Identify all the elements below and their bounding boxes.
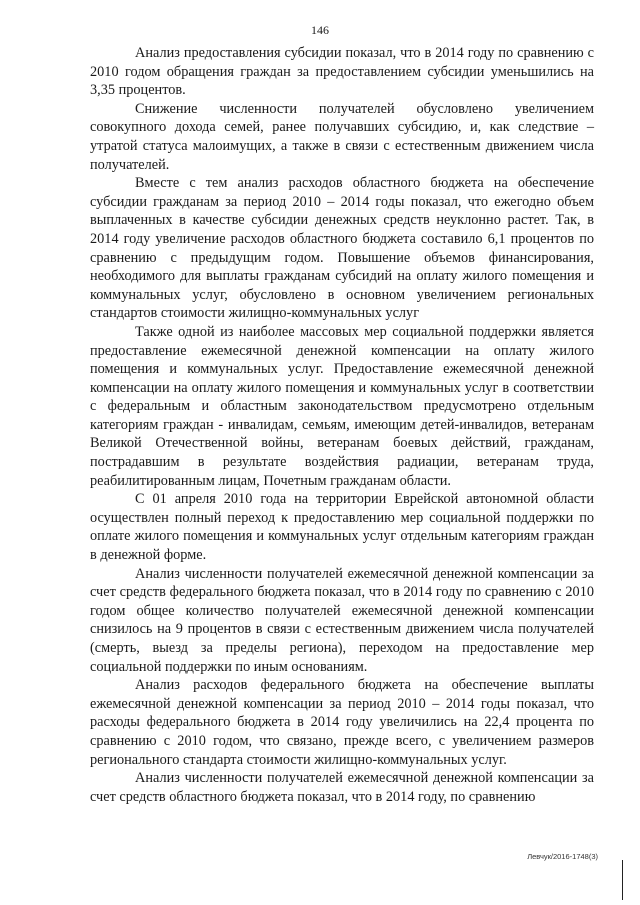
- paragraph: Анализ численности получателей ежемесячной денежной компенсации за счет средств федерального бюджета показал, что в 2014 году по сравнению с 2010 годом общее количество получателей ежемесячной денежной компенсации снизилось на 9 процентов в связи с естественным движением числа получателей (смерть, выезд за пределы региона), переходом на предоставление мер социальной поддержки по иным основаниям.: [90, 565, 594, 675]
- document-code: Левчук/2016-1748(3): [527, 852, 598, 861]
- paragraph: Снижение численности получателей обусловлено увеличением совокупного дохода семей, ранее получавших субсидию, и, как следствие – утратой статуса малоимущих, а также в связи с естественным движением числа получателей.: [90, 100, 594, 173]
- paragraph: Также одной из наиболее массовых мер социальной поддержки является предоставление ежемесячной денежной компенсации на оплату жилого помещения и коммунальных услуг. Предоставление ежемесячной денежной компенсации на оплату жилого помещения и коммунальных услуг в соответствии с федеральным и областным законодательством предусмотрено отдельным категориям граждан - инвалидам, семьям, имеющим детей-инвалидов, ветеранам Великой Отечественной войны, ветеранам боевых действий, гражданам, пострадавшим в результате воздействия радиации, ветеранам труда, реабилитированным лицам, Почетным гражданам области.: [90, 323, 594, 489]
- paragraph: Анализ предоставления субсидии показал, что в 2014 году по сравнению с 2010 годом обращения граждан за предоставлением субсидии уменьшились на 3,35 процентов.: [90, 45, 594, 99]
- paragraph: С 01 апреля 2010 года на территории Еврейской автономной области осуществлен полный переход к предоставлению мер социальной поддержки по оплате жилого помещения и коммунальных услуг отдельным категориям граждан в денежной форме.: [90, 491, 594, 564]
- paragraph: Вместе с тем анализ расходов областного бюджета на обеспечение субсидии гражданам за период 2010 – 2014 годы показал, что ежегодно объем выплаченных в качестве субсидии денежных средств неуклонно растет. Так, в 2014 году увеличение расходов областного бюджета составило 6,1 процентов по сравнению с предыдущим годом. Повышение объемов финансирования, необходимого для выплаты гражданам субсидий на оплату жилого помещения и коммунальных услуг, обусловлено в основном увеличением региональных стандартов стоимости жилищно-коммунальных услуг: [90, 175, 594, 322]
- body-text: [90, 44, 594, 806]
- paragraph: Анализ расходов федерального бюджета на обеспечение выплаты ежемесячной денежной компенсации за период 2010 – 2014 годы показал, что расходы федерального бюджета в 2014 году увеличились на 22,4 процента по сравнению с 2010 годом, что связано, прежде всего, с увеличением размеров регионального стандарта стоимости жилищно-коммунальных услуг.: [90, 677, 594, 768]
- scan-edge-line: [622, 860, 623, 900]
- page-number: 146: [311, 23, 329, 37]
- paragraph: Анализ численности получателей ежемесячной денежной компенсации за счет средств областного бюджета показал, что в 2014 году, по сравнению: [90, 770, 594, 805]
